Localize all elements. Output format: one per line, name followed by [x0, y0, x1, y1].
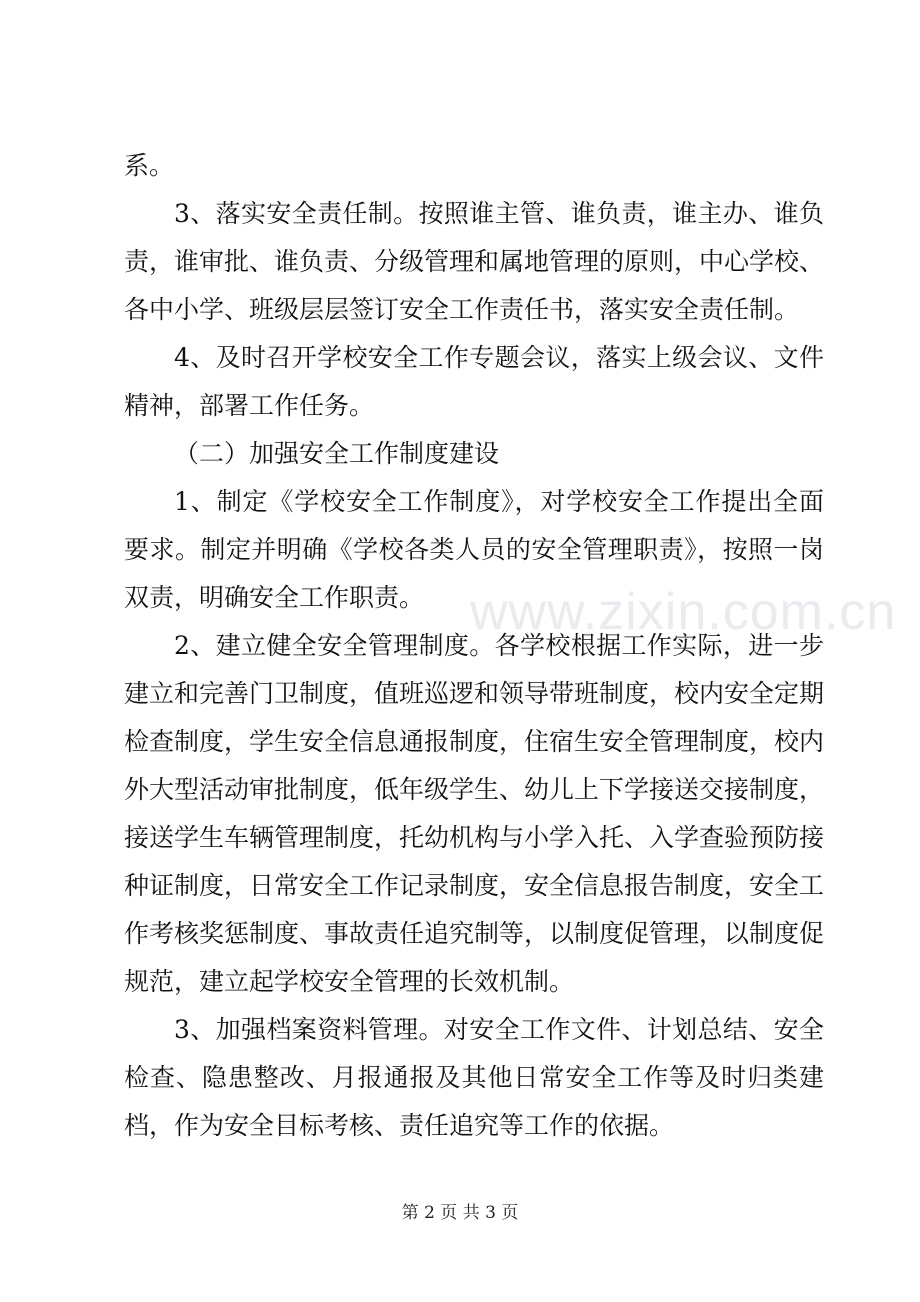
page-footer: 第 2 页 共 3 页: [401, 1203, 519, 1223]
document-body: [124, 142, 824, 1150]
paragraph-continuation: 系。: [124, 151, 175, 180]
paragraph-item-3: 3、落实安全责任制。按照谁主管、谁负责，谁主办、谁负责，谁审批、谁负责、分级管理和属地管理的原则，中心学校、各中小学、班级层层签订安全工作责任书，落实安全责任制。: [124, 199, 825, 324]
paragraph-item-3b: 3、加强档案资料管理。对安全工作文件、计划总结、安全检查、隐患整改、月报通报及其他日常安全工作等及时归类建档，作为安全目标考核、责任追究等工作的依据。: [124, 1015, 824, 1140]
watermark: www.zixin.com.cn: [470, 583, 897, 641]
paragraph-item-2: 2、建立健全安全管理制度。各学校根据工作实际，进一步建立和完善门卫制度，值班巡逻和领导带班制度，校内安全定期检查制度，学生安全信息通报制度，住宿生安全管理制度，校内外大型活动审批制度，低年级学生、幼儿上下学接送交接制度，接送学生车辆管理制度，托幼机构与小学入托、入学查验预防接种证制度，日常安全工作记录制度，安全信息报告制度，安全工作考核奖惩制度、事故责任追究制等，以制度促管理，以制度促规范，建立起学校安全管理的长效机制。: [124, 631, 825, 996]
paragraph-item-1: 1、制定《学校安全工作制度》，对学校安全工作提出全面要求。制定并明确《学校各类人员的安全管理职责》，按照一岗双责，明确安全工作职责。: [124, 487, 824, 612]
paragraph-item-4: 4、及时召开学校安全工作专题会议，落实上级会议、文件精神，部署工作任务。: [124, 343, 824, 420]
section-heading: （二）加强安全工作制度建设: [174, 439, 500, 468]
